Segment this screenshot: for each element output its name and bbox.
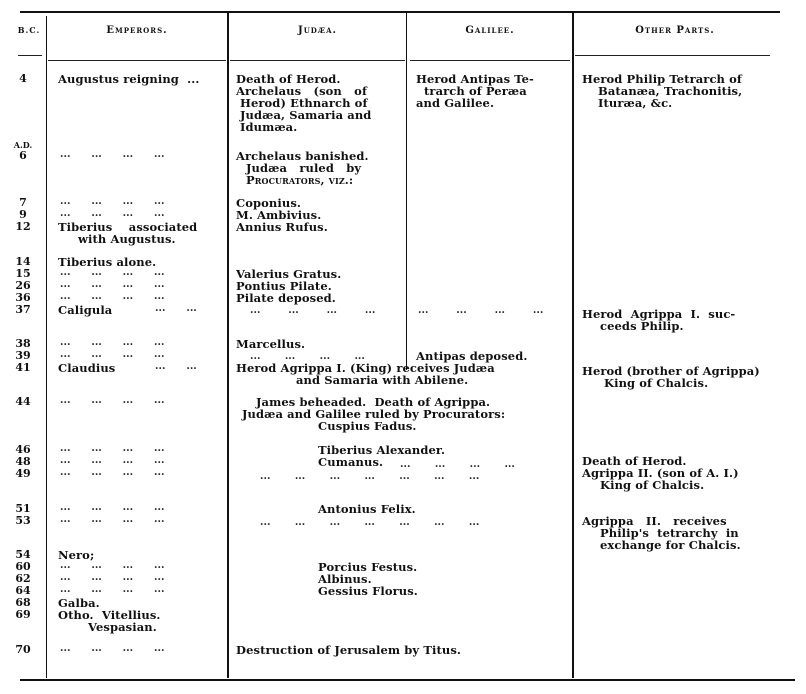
judaea-entry: Pontius Pilate. [236, 279, 332, 293]
dots-filler: ... ... ... ... [60, 560, 165, 571]
emperor-entry: Tiberius alone. [58, 255, 157, 269]
judaea-entry: Cuspius Fadus. [318, 419, 417, 433]
galilee-entry: trarch of Peræa [424, 84, 527, 98]
other-parts-entry: Agrippa II. (son of A. I.) [582, 466, 739, 480]
year-cell: 64 [15, 584, 31, 597]
other-parts-entry: Herod Agrippa I. suc- [582, 307, 736, 321]
dots-filler: ... ... ... ... [250, 305, 376, 316]
year-cell: 51 [15, 502, 31, 515]
galilee-entry: and Galilee. [416, 96, 495, 110]
year-cell: 14 [15, 255, 31, 268]
year-cell: 26 [15, 279, 31, 292]
emperor-entry: Augustus reigning ... [58, 72, 200, 86]
col-divider-1 [46, 16, 47, 678]
year-cell: 37 [15, 303, 31, 316]
header-era: B.C. [17, 25, 41, 35]
dots-filler: ... ... ... ... [60, 395, 165, 406]
other-parts-entry: Herod (brother of Agrippa) [582, 364, 760, 378]
col-divider-3 [406, 12, 407, 370]
dots-filler: ... ... ... ... [60, 443, 165, 454]
year-cell: 48 [15, 455, 31, 468]
judaea-entry: Herod) Ethnarch of [240, 96, 368, 110]
dots-filler: ... ... ... ... ... ... ... [260, 517, 480, 528]
emperor-entry: Vespasian. [88, 620, 157, 634]
other-parts-entry: Batanæa, Trachonitis, [598, 84, 743, 98]
bc-rule [18, 55, 42, 56]
other-parts-entry: Ituræa, &c. [598, 96, 673, 110]
top-rule [20, 11, 780, 13]
year-cell: 4 [19, 72, 27, 85]
header-rule-emperors [48, 60, 226, 61]
year-cell: 36 [15, 291, 31, 304]
other-parts-entry: Agrippa II. receives [582, 514, 727, 528]
dots-filler: ... ... ... ... [250, 351, 365, 362]
judaea-entry: Marcellus. [236, 337, 306, 351]
year-cell: 49 [15, 467, 31, 480]
year-cell: 54 [15, 548, 31, 561]
dots-filler: ... ... ... ... [60, 208, 165, 219]
dots-filler: ... ... ... ... [60, 584, 165, 595]
year-cell: 15 [15, 267, 31, 280]
emperor-entry: Nero; [58, 548, 95, 562]
year-cell: 62 [15, 572, 31, 585]
dots-filler: ... ... [155, 361, 197, 372]
dots-filler: ... ... ... ... [60, 502, 165, 513]
col-divider-4 [572, 12, 574, 678]
dots-filler: ... ... ... ... [60, 149, 165, 160]
dots-filler: ... ... ... ... [60, 279, 165, 290]
dots-filler: ... ... ... ... [60, 643, 165, 654]
other-parts-entry: Philip's tetrarchy in [600, 526, 739, 540]
other-parts-entry: exchange for Chalcis. [600, 538, 741, 552]
emperor-entry: Galba. [58, 596, 100, 610]
year-cell: 38 [15, 337, 31, 350]
other-parts-entry: King of Chalcis. [604, 376, 709, 390]
header-rule-galilee [410, 60, 570, 61]
dots-filler: ... ... ... ... [400, 459, 515, 470]
judaea-entry: Archelaus banished. [236, 149, 369, 163]
emperor-entry: with Augustus. [78, 232, 176, 246]
dots-filler: ... ... ... ... [60, 514, 165, 525]
dots-filler: ... ... ... ... [60, 267, 165, 278]
dots-filler: ... ... ... ... [418, 305, 544, 316]
header-other-parts: Other Parts. [635, 25, 715, 36]
header-judaea: Judæa. [297, 25, 338, 36]
year-cell: 70 [15, 643, 31, 656]
judaea-entry: Pilate deposed. [236, 291, 336, 305]
judaea-entry: James beheaded. Death of Agrippa. [256, 395, 491, 409]
judaea-entry: Judæa ruled by [246, 161, 362, 175]
judaea-entry: Herod Agrippa I. (King) receives Judæa [236, 361, 495, 375]
judaea-entry: Antonius Felix. [318, 502, 416, 516]
other-parts-entry: Herod Philip Tetrarch of [582, 72, 742, 86]
year-cell: 39 [15, 349, 31, 362]
judaea-entry: Valerius Gratus. [236, 267, 342, 281]
header-emperors: Emperors. [106, 25, 168, 36]
other-parts-entry: King of Chalcis. [600, 478, 705, 492]
judaea-entry: Tiberius Alexander. [318, 443, 446, 457]
dots-filler: ... ... ... ... [60, 572, 165, 583]
year-cell: 69 [15, 608, 31, 621]
year-cell: 9 [19, 208, 27, 221]
emperor-entry: Tiberius associated [58, 220, 198, 234]
year-cell: 60 [15, 560, 31, 573]
judaea-entry: Death of Herod. [236, 72, 341, 86]
judaea-entry: Archelaus (son of [236, 84, 368, 98]
header-rule-other [575, 55, 770, 56]
judaea-entry: Judæa, Samaria and [240, 108, 372, 122]
header-rule-judaea [230, 60, 405, 61]
header-galilee: Galilee. [465, 25, 515, 36]
emperor-entry: Caligula [58, 303, 113, 317]
emperor-entry: Otho. Vitellius. [58, 608, 161, 622]
galilee-entry: Herod Antipas Te- [416, 72, 534, 86]
judaea-entry: Destruction of Jerusalem by Titus. [236, 643, 461, 657]
col-divider-2 [227, 12, 229, 678]
bottom-rule [20, 679, 795, 681]
dots-filler: ... ... ... ... [60, 337, 165, 348]
judaea-entry: Gessius Florus. [318, 584, 418, 598]
year-cell: 7 [19, 196, 27, 209]
year-cell: 12 [15, 220, 31, 233]
judaea-entry: Idumæa. [240, 120, 298, 134]
emperor-entry: Claudius [58, 361, 116, 375]
other-parts-entry: ceeds Philip. [600, 319, 684, 333]
judaea-entry: Procurators, viz.: [246, 173, 354, 187]
judaea-entry: Coponius. [236, 196, 302, 210]
judaea-entry: Porcius Festus. [318, 560, 418, 574]
year-cell: 46 [15, 443, 31, 456]
year-cell: 53 [15, 514, 31, 527]
judaea-entry: Annius Rufus. [236, 220, 328, 234]
year-cell: 44 [15, 395, 31, 408]
judaea-entry: and Samaria with Abilene. [296, 373, 469, 387]
judaea-entry: Judæa and Galilee ruled by Procurators: [242, 407, 506, 421]
judaea-entry: M. Ambivius. [236, 208, 322, 222]
year-cell: 41 [15, 361, 31, 374]
dots-filler: ... ... ... ... [60, 196, 165, 207]
year-cell: 68 [15, 596, 31, 609]
dots-filler: ... ... ... ... [60, 455, 165, 466]
other-parts-entry: Death of Herod. [582, 454, 687, 468]
judaea-entry: Albinus. [318, 572, 372, 586]
year-cell: 6 [19, 149, 27, 162]
galilee-entry: Antipas deposed. [416, 349, 528, 363]
judaea-entry: Cumanus. [318, 455, 384, 469]
dots-filler: ... ... ... ... ... ... ... [260, 471, 480, 482]
dots-filler: ... ... ... ... [60, 349, 165, 360]
dots-filler: ... ... ... ... [60, 467, 165, 478]
dots-filler: ... ... ... ... [60, 291, 165, 302]
era-ad-label: A.D. [13, 140, 33, 150]
dots-filler: ... ... [155, 303, 197, 314]
